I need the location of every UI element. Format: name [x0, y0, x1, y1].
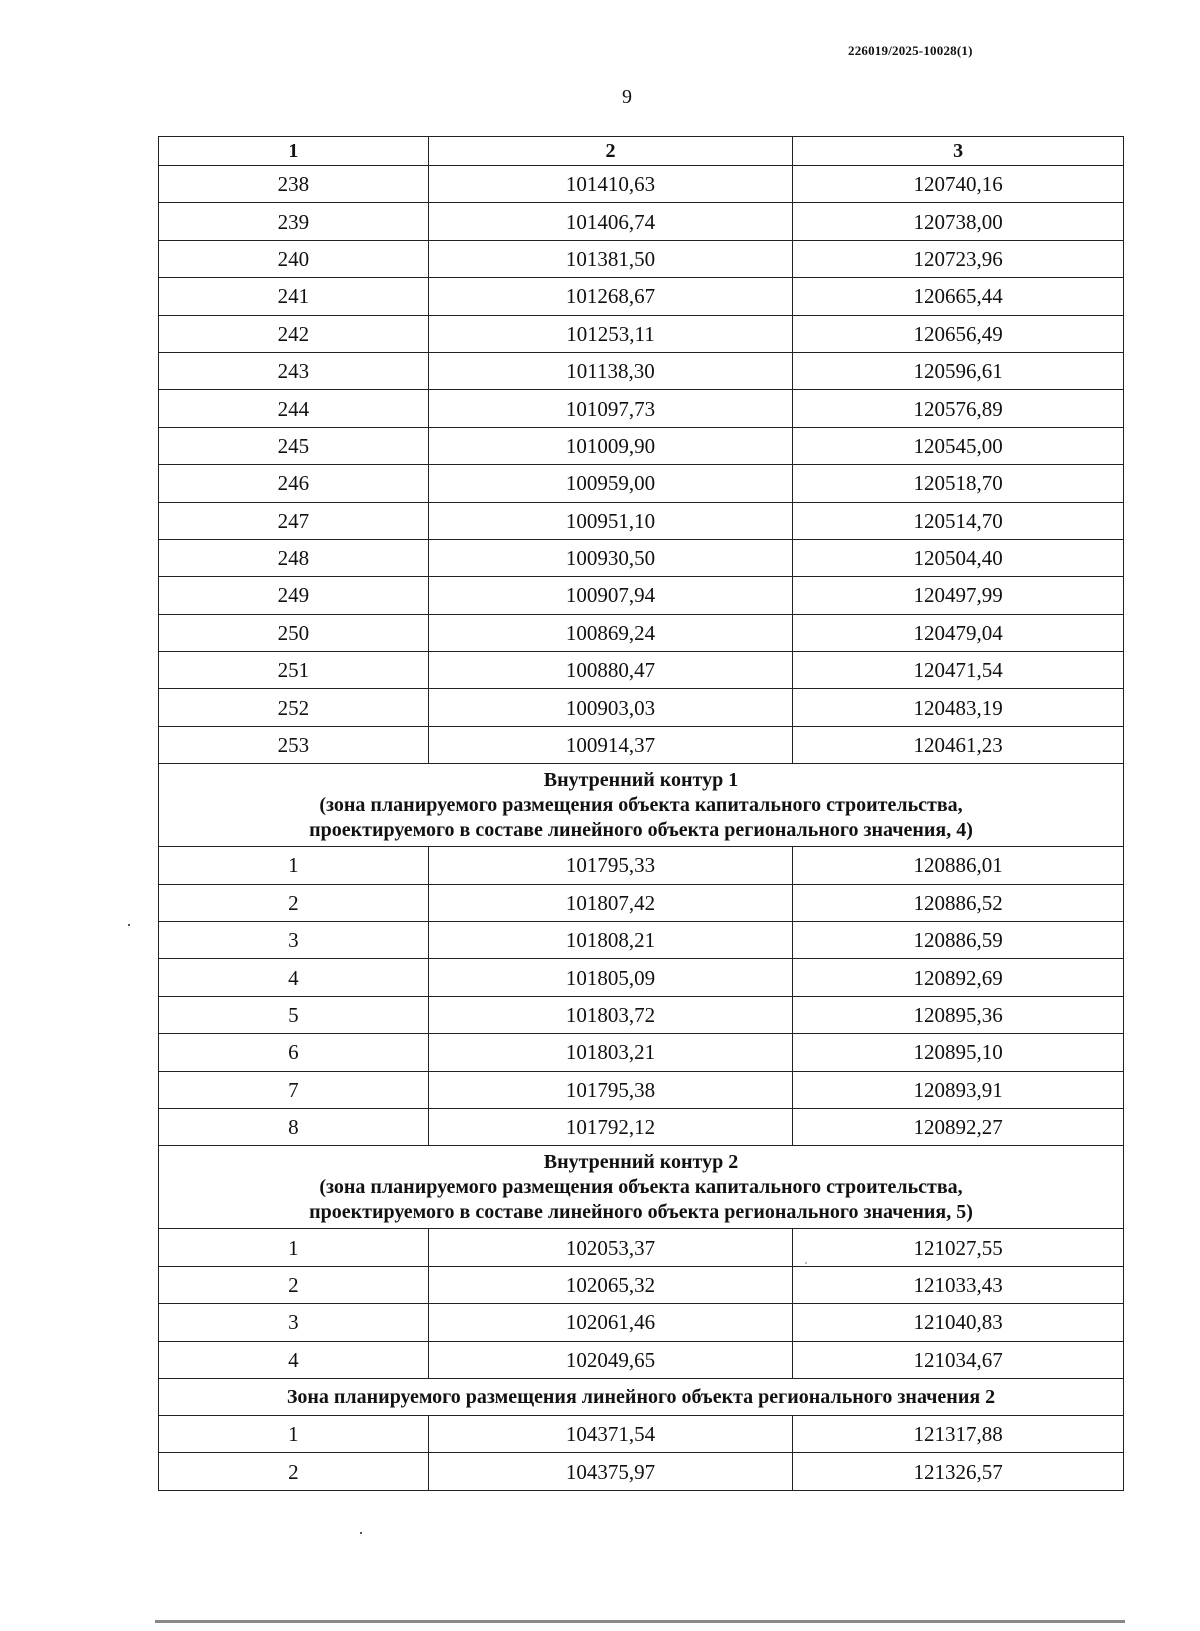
- point-number-cell: 247: [159, 502, 429, 539]
- point-number-cell: 239: [159, 203, 429, 240]
- point-number-cell: 250: [159, 614, 429, 651]
- y-coordinate-cell: 120738,00: [793, 203, 1124, 240]
- column-header: 2: [428, 137, 793, 166]
- x-coordinate-cell: 101803,72: [428, 996, 793, 1033]
- column-header: 1: [159, 137, 429, 166]
- x-coordinate-cell: 100903,03: [428, 689, 793, 726]
- section-header-row: [159, 1378, 1124, 1415]
- x-coordinate-cell: 100907,94: [428, 577, 793, 614]
- section-title-line: (зона планируемого размещения объекта капитального строительства,: [319, 794, 963, 817]
- x-coordinate-cell: 101805,09: [428, 959, 793, 996]
- point-number-cell: 249: [159, 577, 429, 614]
- section-title-line: Зона планируемого размещения линейного объекта регионального значения 2: [286, 1385, 996, 1408]
- x-coordinate-cell: 101410,63: [428, 166, 793, 203]
- y-coordinate-cell: 120656,49: [793, 315, 1124, 352]
- x-coordinate-cell: 101803,21: [428, 1034, 793, 1071]
- scan-edge-line: [155, 1620, 1125, 1623]
- y-coordinate-cell: 120723,96: [793, 240, 1124, 277]
- x-coordinate-cell: 102049,65: [428, 1341, 793, 1378]
- x-coordinate-cell: 101795,38: [428, 1071, 793, 1108]
- table-row: [159, 203, 1124, 240]
- section-title: [159, 764, 1124, 847]
- table-row: [159, 1034, 1124, 1071]
- point-number-cell: 241: [159, 278, 429, 315]
- x-coordinate-cell: 100914,37: [428, 726, 793, 763]
- x-coordinate-cell: 102065,32: [428, 1266, 793, 1303]
- table-row: [159, 959, 1124, 996]
- point-number-cell: 1: [159, 847, 429, 884]
- y-coordinate-cell: 120886,01: [793, 847, 1124, 884]
- scan-speck: [128, 924, 130, 926]
- document-number: 226019/2025-10028(1): [848, 43, 973, 58]
- x-coordinate-cell: 100951,10: [428, 502, 793, 539]
- y-coordinate-cell: 120471,54: [793, 652, 1124, 689]
- table-row: [159, 502, 1124, 539]
- point-number-cell: 5: [159, 996, 429, 1033]
- point-number-cell: 248: [159, 539, 429, 576]
- section-header-row: [159, 1146, 1124, 1229]
- coordinates-table: [158, 136, 1124, 1491]
- point-number-cell: 8: [159, 1108, 429, 1145]
- table-row: [159, 614, 1124, 651]
- point-number-cell: 6: [159, 1034, 429, 1071]
- table-row: [159, 1266, 1124, 1303]
- y-coordinate-cell: 120886,59: [793, 922, 1124, 959]
- scan-speck: [360, 1532, 362, 1534]
- y-coordinate-cell: 120665,44: [793, 278, 1124, 315]
- x-coordinate-cell: 101268,67: [428, 278, 793, 315]
- x-coordinate-cell: 100959,00: [428, 465, 793, 502]
- x-coordinate-cell: 101808,21: [428, 922, 793, 959]
- point-number-cell: 252: [159, 689, 429, 726]
- section-title-line: (зона планируемого размещения объекта капитального строительства,: [319, 1176, 963, 1199]
- point-number-cell: 240: [159, 240, 429, 277]
- point-number-cell: 238: [159, 166, 429, 203]
- x-coordinate-cell: 101792,12: [428, 1108, 793, 1145]
- x-coordinate-cell: 101381,50: [428, 240, 793, 277]
- table-row: [159, 1108, 1124, 1145]
- table-row: [159, 240, 1124, 277]
- x-coordinate-cell: 100930,50: [428, 539, 793, 576]
- table-row: [159, 726, 1124, 763]
- table-row: [159, 390, 1124, 427]
- x-coordinate-cell: 101406,74: [428, 203, 793, 240]
- table-row: [159, 352, 1124, 389]
- table-row: [159, 689, 1124, 726]
- point-number-cell: 2: [159, 1266, 429, 1303]
- y-coordinate-cell: 121040,83: [793, 1304, 1124, 1341]
- y-coordinate-cell: 121034,67: [793, 1341, 1124, 1378]
- y-coordinate-cell: 120895,36: [793, 996, 1124, 1033]
- section-title: [159, 1146, 1124, 1229]
- y-coordinate-cell: 120461,23: [793, 726, 1124, 763]
- table-header-row: [159, 137, 1124, 166]
- table-row: [159, 278, 1124, 315]
- point-number-cell: 2: [159, 1453, 429, 1490]
- table-row: [159, 1415, 1124, 1452]
- section-title-line: Внутренний контур 2: [543, 1151, 739, 1174]
- section-header-row: [159, 764, 1124, 847]
- page-number: 9: [622, 86, 632, 108]
- table-row: [159, 166, 1124, 203]
- y-coordinate-cell: 121326,57: [793, 1453, 1124, 1490]
- x-coordinate-cell: 101138,30: [428, 352, 793, 389]
- table-row: [159, 996, 1124, 1033]
- y-coordinate-cell: 120886,52: [793, 884, 1124, 921]
- point-number-cell: 253: [159, 726, 429, 763]
- table-row: [159, 1453, 1124, 1490]
- table-row: [159, 1071, 1124, 1108]
- x-coordinate-cell: 104375,97: [428, 1453, 793, 1490]
- table-row: [159, 1229, 1124, 1266]
- point-number-cell: 2: [159, 884, 429, 921]
- table-row: [159, 652, 1124, 689]
- x-coordinate-cell: 100869,24: [428, 614, 793, 651]
- table-row: [159, 1304, 1124, 1341]
- table-row: [159, 315, 1124, 352]
- point-number-cell: 4: [159, 1341, 429, 1378]
- y-coordinate-cell: 121317,88: [793, 1415, 1124, 1452]
- table-row: [159, 577, 1124, 614]
- x-coordinate-cell: 101795,33: [428, 847, 793, 884]
- y-coordinate-cell: 120479,04: [793, 614, 1124, 651]
- y-coordinate-cell: 120740,16: [793, 166, 1124, 203]
- point-number-cell: 3: [159, 922, 429, 959]
- y-coordinate-cell: 121027,55: [793, 1229, 1124, 1266]
- x-coordinate-cell: 104371,54: [428, 1415, 793, 1452]
- y-coordinate-cell: 120518,70: [793, 465, 1124, 502]
- point-number-cell: 246: [159, 465, 429, 502]
- section-title-line: проектируемого в составе линейного объекта регионального значения, 4): [309, 819, 973, 842]
- x-coordinate-cell: 101097,73: [428, 390, 793, 427]
- y-coordinate-cell: 120483,19: [793, 689, 1124, 726]
- section-title-line: Внутренний контур 1: [543, 769, 739, 792]
- point-number-cell: 251: [159, 652, 429, 689]
- y-coordinate-cell: 120596,61: [793, 352, 1124, 389]
- point-number-cell: 243: [159, 352, 429, 389]
- point-number-cell: 7: [159, 1071, 429, 1108]
- y-coordinate-cell: 120892,69: [793, 959, 1124, 996]
- y-coordinate-cell: 120892,27: [793, 1108, 1124, 1145]
- point-number-cell: 1: [159, 1229, 429, 1266]
- x-coordinate-cell: 101807,42: [428, 884, 793, 921]
- section-title: [159, 1378, 1124, 1415]
- point-number-cell: 242: [159, 315, 429, 352]
- table-row: [159, 539, 1124, 576]
- column-header: 3: [793, 137, 1124, 166]
- table-row: [159, 884, 1124, 921]
- y-coordinate-cell: 121033,43: [793, 1266, 1124, 1303]
- section-title-line: проектируемого в составе линейного объекта регионального значения, 5): [309, 1201, 973, 1224]
- x-coordinate-cell: 101253,11: [428, 315, 793, 352]
- y-coordinate-cell: 120545,00: [793, 427, 1124, 464]
- x-coordinate-cell: 102061,46: [428, 1304, 793, 1341]
- x-coordinate-cell: 102053,37: [428, 1229, 793, 1266]
- y-coordinate-cell: 120504,40: [793, 539, 1124, 576]
- point-number-cell: 3: [159, 1304, 429, 1341]
- table-row: [159, 922, 1124, 959]
- x-coordinate-cell: 101009,90: [428, 427, 793, 464]
- y-coordinate-cell: 120893,91: [793, 1071, 1124, 1108]
- point-number-cell: 245: [159, 427, 429, 464]
- y-coordinate-cell: 120895,10: [793, 1034, 1124, 1071]
- scan-speck: [805, 1262, 807, 1264]
- point-number-cell: 244: [159, 390, 429, 427]
- table-row: [159, 847, 1124, 884]
- point-number-cell: 1: [159, 1415, 429, 1452]
- x-coordinate-cell: 100880,47: [428, 652, 793, 689]
- y-coordinate-cell: 120497,99: [793, 577, 1124, 614]
- table-row: [159, 465, 1124, 502]
- table-row: [159, 1341, 1124, 1378]
- point-number-cell: 4: [159, 959, 429, 996]
- table-row: [159, 427, 1124, 464]
- y-coordinate-cell: 120514,70: [793, 502, 1124, 539]
- y-coordinate-cell: 120576,89: [793, 390, 1124, 427]
